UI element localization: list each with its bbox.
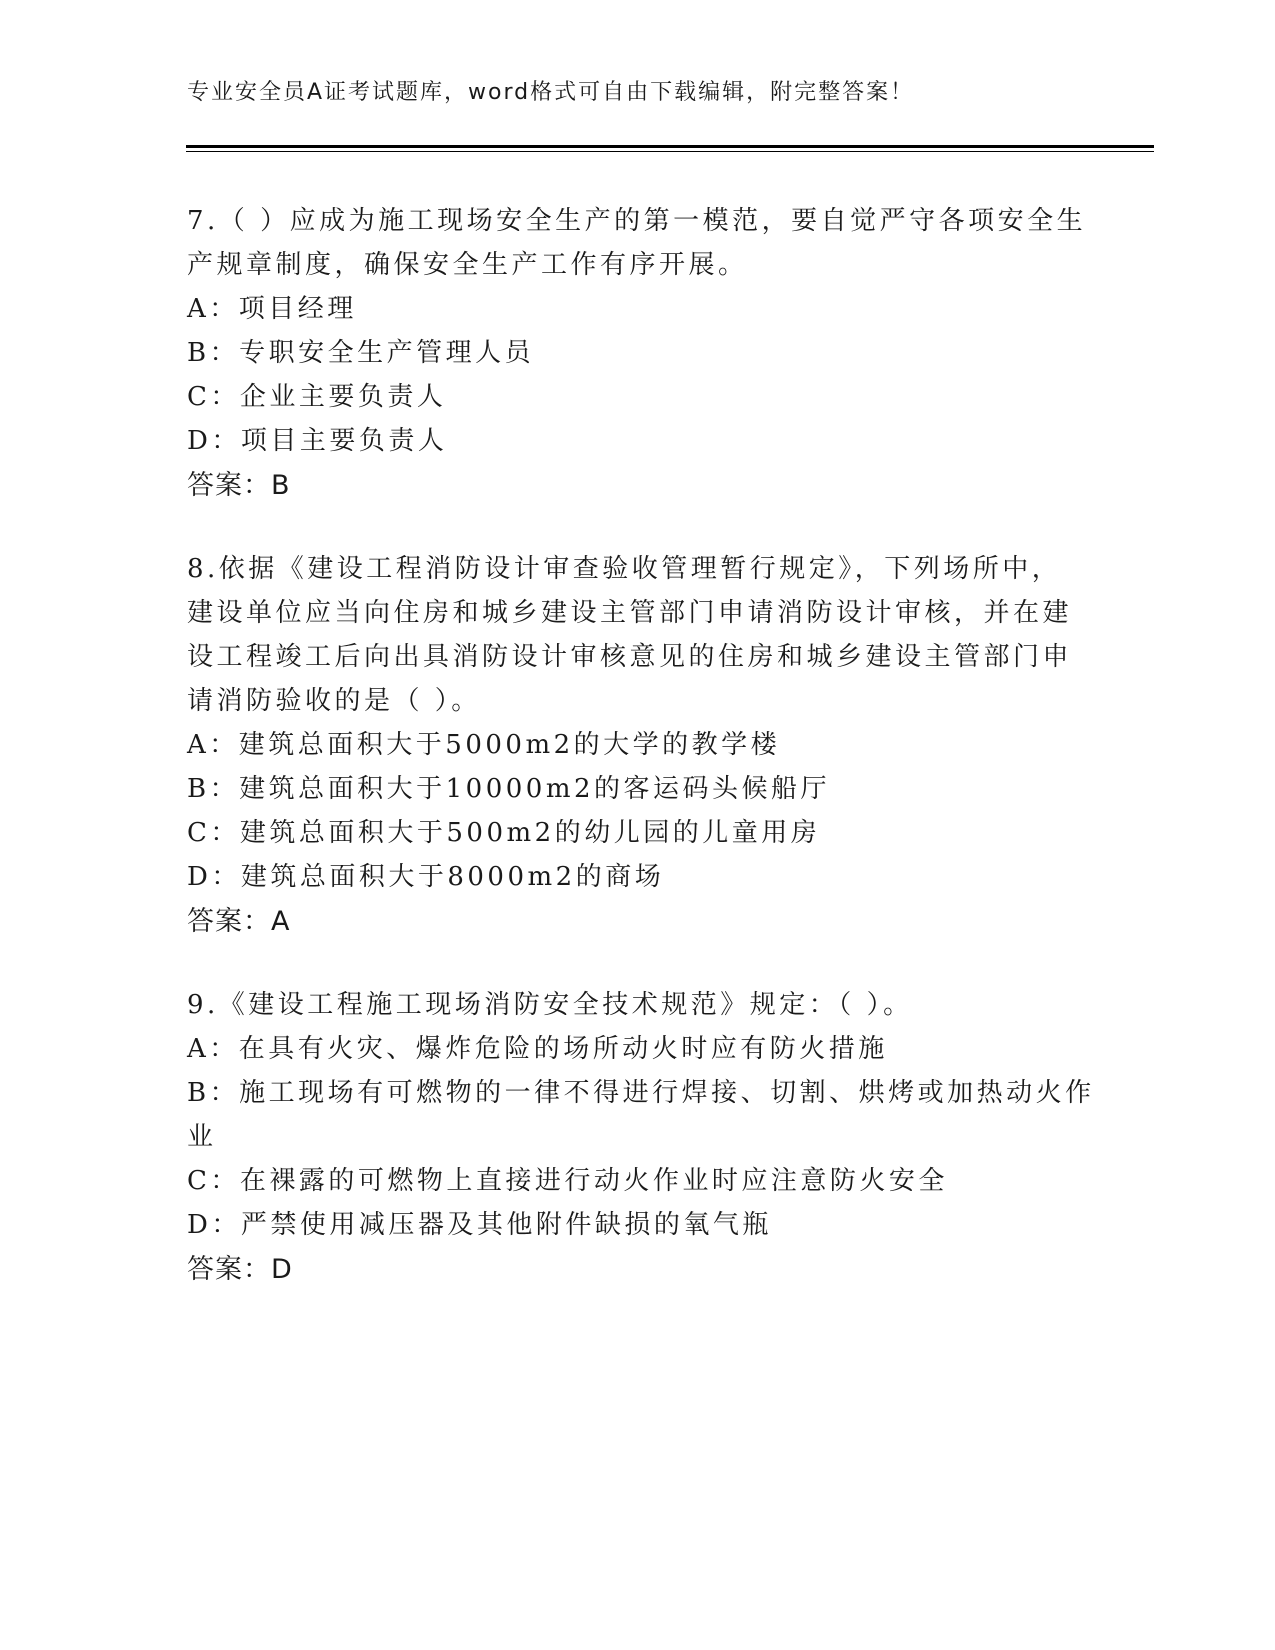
question-7-option-c: C：企业主要负责人 <box>187 382 447 412</box>
question-9-option-a: A：在具有火灾、爆炸危险的场所动火时应有防火措施 <box>187 1034 888 1064</box>
question-9-option-b: B：施工现场有可燃物的一律不得进行焊接、切割、烘烤或加热动火作 <box>187 1078 1095 1108</box>
question-9-answer: 答案：D <box>187 1254 293 1285</box>
question-7-option-b: B：专职安全生产管理人员 <box>187 338 535 368</box>
question-8-stem-line-4: 请消防验收的是（ ）。 <box>187 686 481 716</box>
question-8-option-d: D：建筑总面积大于8000m2的商场 <box>187 862 665 892</box>
question-9-option-c: C：在裸露的可燃物上直接进行动火作业时应注意防火安全 <box>187 1166 948 1196</box>
header-divider-thin <box>186 151 1154 152</box>
question-9-option-d: D：严禁使用减压器及其他附件缺损的氧气瓶 <box>187 1210 772 1240</box>
question-8-option-b: B：建筑总面积大于10000m2的客运码头候船厅 <box>187 774 831 804</box>
page-header: 专业安全员A证考试题库，word格式可自由下载编辑，附完整答案！ <box>187 80 915 105</box>
question-8-option-a: A：建筑总面积大于5000m2的大学的教学楼 <box>187 730 781 760</box>
question-9-stem-line-1: 9.《建设工程施工现场消防安全技术规范》规定：（ ）。 <box>187 990 913 1020</box>
question-7-stem-line-2: 产规章制度，确保安全生产工作有序开展。 <box>187 250 748 280</box>
question-7-option-a: A：项目经理 <box>187 294 357 324</box>
question-8-stem-line-3: 设工程竣工后向出具消防设计审核意见的住房和城乡建设主管部门申 <box>187 642 1073 672</box>
question-7-option-d: D：项目主要负责人 <box>187 426 448 456</box>
question-7-stem-line-1: 7.（ ）应成为施工现场安全生产的第一模范，要自觉严守各项安全生 <box>187 206 1087 236</box>
header-divider-thick <box>186 145 1154 148</box>
question-8-stem-line-1: 8.依据《建设工程消防设计审查验收管理暂行规定》，下列场所中， <box>187 554 1062 584</box>
question-8-stem-line-2: 建设单位应当向住房和城乡建设主管部门申请消防设计审核，并在建 <box>187 598 1073 628</box>
question-8-option-c: C：建筑总面积大于500m2的幼儿园的儿童用房 <box>187 818 821 848</box>
question-9-option-b-continued: 业 <box>187 1122 217 1152</box>
question-8-answer: 答案：A <box>187 906 291 937</box>
question-7-answer: 答案：B <box>187 470 291 501</box>
